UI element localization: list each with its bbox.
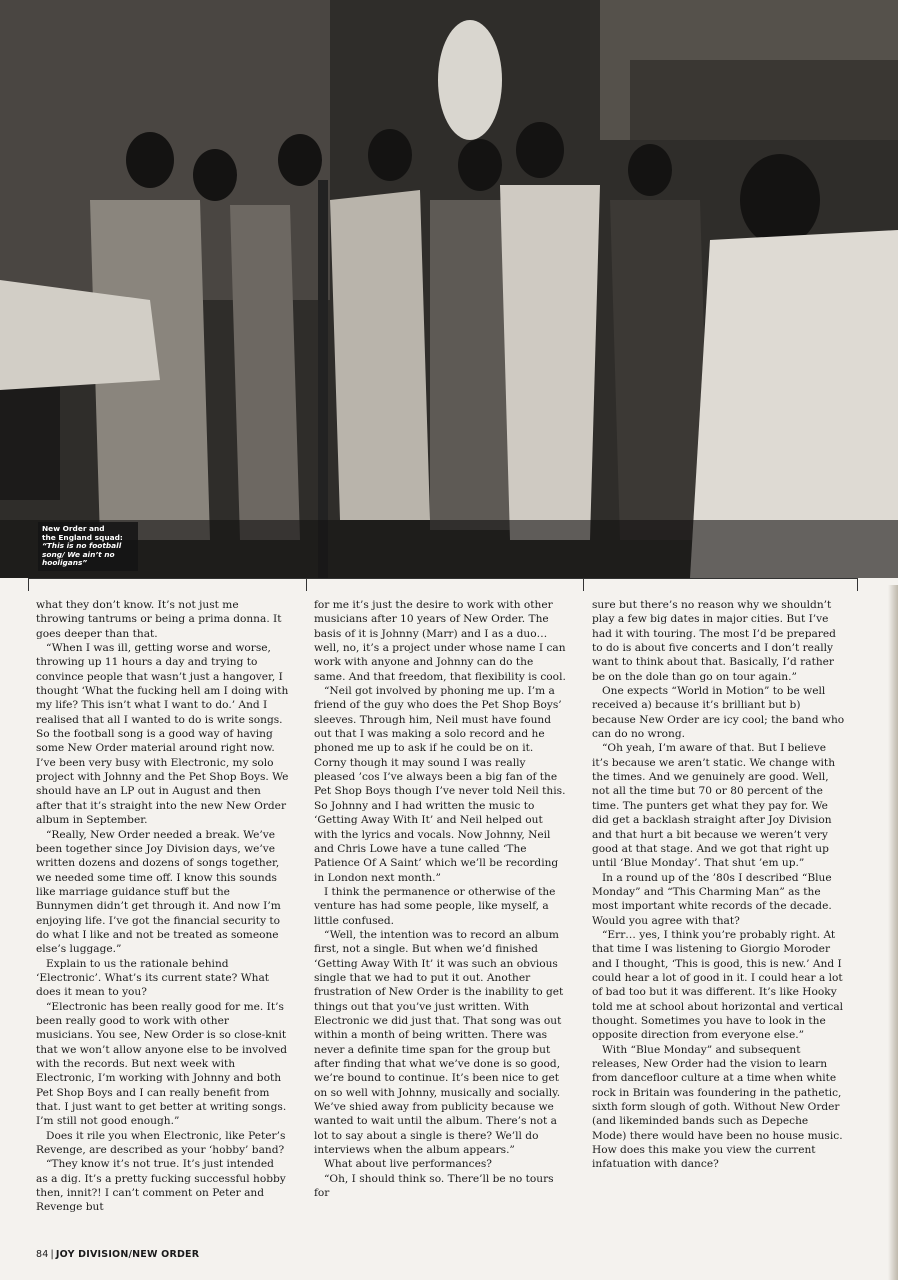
paragraph: “Really, New Order needed a break. We’ve been together since Joy Division days, we’ve written dozens and dozens of songs together, we needed some time off. I know this sounds like marriage guidance stuff but the Bunnymen didn’t get through it. And now I’m enjoying life. I’ve got the financial security to do what I like and not be treated as someone else’s luggage.” [36,828,281,956]
column-divider [583,579,584,591]
caption-quote-line: “This is no football [42,541,122,551]
paragraph: What about live performances? [324,1158,492,1171]
paragraph: Explain to us the rationale behind ‘Electronic’. What’s its current state? What does it mean to you? [36,957,270,999]
section-title: JOY DIVISION/NEW ORDER [55,1249,200,1260]
text-column-1 [36,598,289,1238]
page-number: 84 [36,1249,49,1260]
paragraph: In a round up of the ’80s I described “Blue Monday” and “This Charming Man” as the most important white records of the decade. Would you agree with that? [592,871,832,927]
paragraph: Does it rile you when Electronic, like Peter’s Revenge, are described as your ‘hobby’ band? [36,1129,286,1157]
caption-line: the England squad: [42,532,123,542]
photo-illustration [0,0,898,578]
paragraph: “Well, the intention was to record an album first, not a single. But when we’d finished ‘Getting Away With It’ it was such an obvious single that we had to put it out. Another frustration of New Order is the inability to get things out that you’ve just written. With Electronic we did just that. That song was out within a month of being written. There was never a definite time span for the group but after finding that what we’ve done is so good, we’re bound to continue. It’s been nice to get on so well with Johnny, musically and socially. We’ve shied away from publicity because we wanted to wait until the album. There’s not a lot to say about a single is there? We’ll do interviews when the album appears.” [314,928,564,1157]
page-folio [36,1249,199,1260]
paragraph: With “Blue Monday” and subsequent releases, New Order had the vision to learn from dancefloor culture at a time when white rock in Britain was foundering in the pathetic, sixth form slough of goth. Without New Order (and likeminded bands such as Depeche Mode) there would have been no house music. How does this make you view the current infatuation with dance? [592,1043,843,1171]
text-column-2 [314,598,567,1238]
caption-line: New Order and [42,524,105,533]
column-rule [28,578,858,591]
text-column-3 [592,598,845,1238]
paragraph: “Err… yes, I think you’re probably right. At that time I was listening to Giorgio Moroder and I thought, ‘This is good, this is new.’ And I could hear a lot of good in it. I could hear a lot of bad too but it was different. It’s like Hooky told me at school about horizontal and vertical thought. Sometimes you have to look in the opposite direction from everyone else.” [592,928,844,1042]
caption-quote-line: hooligans” [42,558,88,568]
paragraph: for me it’s just the desire to work with other musicians after 10 years of New Order. The basis of it is Johnny (Marr) and I as a duo… well, no, it’s a project under whose name I can work with anyone and Johnny can do the same. And that freedom, that flexibility is cool. [314,599,566,683]
photo-caption [38,522,138,571]
paragraph: “Oh, I should think so. There’ll be no tours for [314,1172,554,1200]
paragraph: One expects “World in Motion” to be well received a) because it’s brilliant but b) because New Order are icy cool; the band who can do no wrong. [592,685,845,741]
article-body [36,598,848,1238]
paragraph: sure but there’s no reason why we shouldn’t play a few big dates in major cities. But I’ve had it with touring. The most I’d be prepared to do is about five concerts and I don’t really want to think about that. Basically, I’d rather be on the dole than go on tour again.” [592,599,836,683]
paragraph: “Electronic has been really good for me. It’s been really good to work with other musicians. You see, New Order is so close-knit that we won’t allow anyone else to be involved with the records. But next week with Electronic, I’m working with Johnny and both Pet Shop Boys and I can really benefit from that. I just want to get better at writing songs. I’m still not good enough.” [36,1000,288,1128]
paragraph: “Oh yeah, I’m aware of that. But I believe it’s because we aren’t static. We change with the times. And we genuinely are good. Well, not all the time but 70 or 80 percent of the time. The punters get what they pay for. We did get a backlash straight after Joy Division and that hurt a bit because we weren’t very good at that stage. And we got that right up until ‘Blue Monday’. That shut ’em up.” [592,742,836,870]
paragraph: I think the permanence or otherwise of the venture has had some people, like myself, a little confused. [314,885,556,927]
folio-separator: | [50,1249,54,1260]
paragraph: “Neil got involved by phoning me up. I’m a friend of the guy who does the Pet Shop Boys’ sleeves. Through him, Neil must have found out that I was making a solo record and he phoned me up to ask if he could be on it. Corny though it may sound I was really pleased ’cos I’ve always been a big fan of the Pet Shop Boys though I’ve never told Neil this. So Johnny and I had written the music to ‘Getting Away With It’ and Neil helped out with the lyrics and vocals. Now Johnny, Neil and Chris Lowe have a tune called ‘The Patience Of A Saint’ which we’ll be recording in London next month.” [314,685,566,884]
paragraph: what they don’t know. It’s not just me throwing tantrums or being a prima donna. It goes deeper than that. [36,599,282,640]
paragraph: “When I was ill, getting worse and worse, throwing up 11 hours a day and trying to convince people that wasn’t just a hangover, I thought ‘What the fucking hell am I doing with my life? This isn’t what I want to do.’ And I realised that all I wanted to do is write songs. So the football song is a good way of having some New Order material around right now. I’ve been very busy with Electronic, my solo project with Johnny and the Pet Shop Boys. We should have an LP out in August and then after that it’s straight into the new New Order album in September. [36,642,289,827]
caption-quote-line: song/ We ain’t no [42,549,115,559]
column-divider [306,579,307,591]
band-photo [0,0,898,578]
page-edge [888,585,898,1280]
paragraph: “They know it’s not true. It’s just intended as a dig. It’s a pretty fucking successful hobby then, innit?! I can’t comment on Peter and Revenge but [36,1158,286,1214]
